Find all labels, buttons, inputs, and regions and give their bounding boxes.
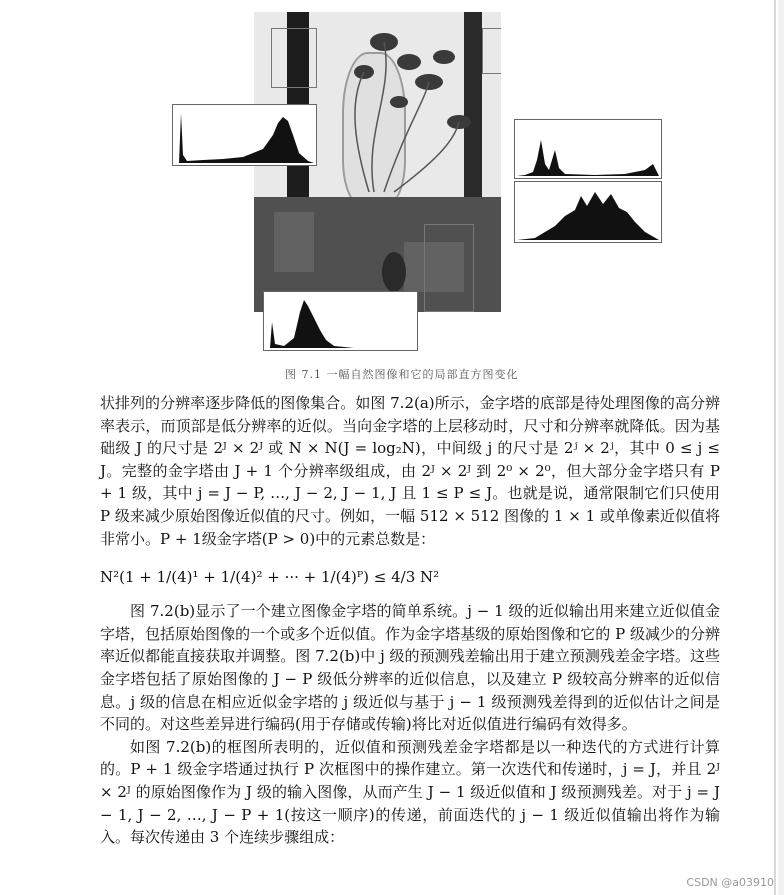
region-box-1: [271, 28, 317, 88]
region-box-2: [482, 28, 501, 74]
histogram-bottom: [263, 291, 418, 351]
paragraph-2: 图 7.2(b)显示了一个建立图像金字塔的简单系统。j − 1 级的近似输出用来建立近似值金字塔，包括原始图像的一个或多个近似值。作为金字塔基级的原始图像和它的 P 级减少的分辨率近似都能直接获取并调整。图 7.2(b)中 j 级的预测残差输出用于建立预测残差金字塔。这些金字塔包括了原始图像的 J − P 级低分辨率的近似信息，以及建立 P 级较高分辨率的近似信息。j 级的信息在相应近似金字塔的 j 级近似与基于 j − 1 级预测残差得到的近似估计之间是不同的。对这些差异进行编码(用于存储或传输)将比对近似值进行编码有效得多。: [100, 602, 720, 734]
figure-caption: 图 7.1 一幅自然图像和它的局部直方图变化: [285, 368, 519, 381]
paragraph-1: 状排列的分辨率逐步降低的图像集合。如图 7.2(a)所示，金字塔的底部是待处理图像的高分辨率表示，而顶部是低分辨率的近似。当向金字塔的上层移动时，尺寸和分辨率就降低。因为基础级 J 的尺寸是 2ᴶ × 2ᴶ 或 N × N(J = log₂N)，中间级 j 的尺寸是 2ʲ × 2ʲ，其中 0 ≤ j ≤ J。完整的金字塔由 J + 1 个分辨率级组成，由 2ᴶ × 2ᴶ 到 2⁰ × 2⁰，但大部分金字塔只有 P + 1 级，其中 j = J − P, …, J − 2, J − 1, J 且 1 ≤ P ≤ J。也就是说，通常限制它们只使用 P 级来减少原始图像近似值的尺寸。例如，一幅 512 × 512 图像的 1 × 1 或单像素近似值将非常小。P + 1级金字塔(P > 0)中的元素总数是：: [100, 394, 720, 548]
region-box-3: [424, 224, 474, 312]
body-text: [100, 392, 720, 849]
histogram-right-upper: [514, 119, 662, 179]
figure-7-1: [0, 0, 784, 392]
paragraph-3: 如图 7.2(b)的框图所表明的，近似值和预测残差金字塔都是以一种迭代的方式进行计算的。P + 1 级金字塔通过执行 P 次框图中的操作建立。第一次迭代和传递时，j = J，并且 2ᴶ × 2ᴶ 的原始图像作为 J 级的输入图像，从而产生 J − 1 级近似值和 J 级预测残差。对于 j = J − 1, J − 2, …, J − P + 1(按这一顺序)的传递，前面迭代的 j − 1 级近似值输出将作为输入。每次传递由 3 个连续步骤组成：: [100, 737, 720, 847]
equation-total-elements: N²(1 + 1/(4)¹ + 1/(4)² + ··· + 1/(4)ᴾ) ≤ 4/3 N²: [100, 568, 440, 587]
histogram-right-lower: [514, 181, 662, 243]
watermark: CSDN @a03910: [686, 876, 774, 889]
histogram-top-left: [172, 104, 317, 166]
